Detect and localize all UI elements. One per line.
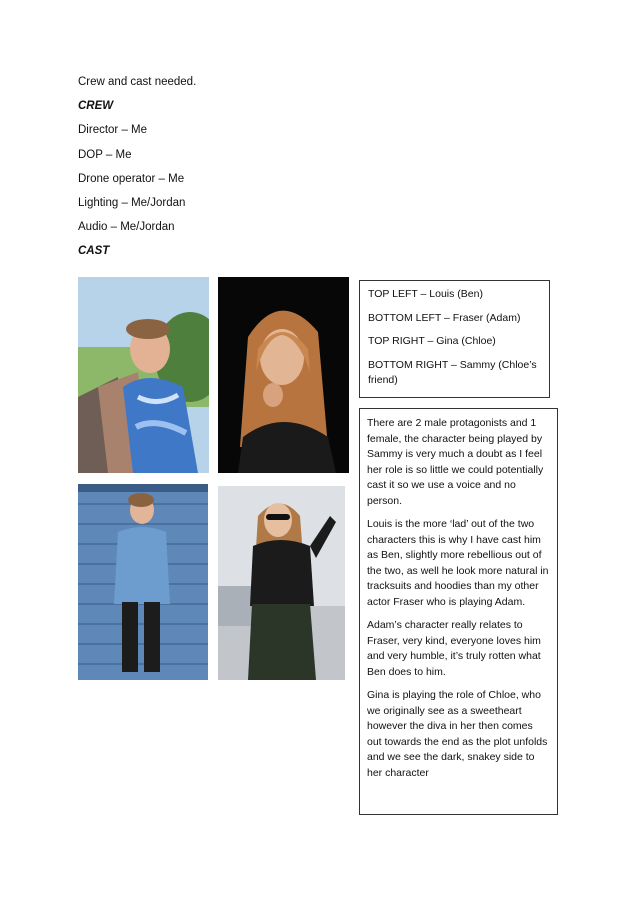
cast-list-item-bottom-left: BOTTOM LEFT – Fraser (Adam) — [368, 311, 521, 324]
photo-sammy — [218, 486, 345, 680]
crew-heading: CREW — [78, 100, 114, 112]
crew-item-director: Director – Me — [78, 124, 148, 136]
photo-gina — [218, 277, 349, 473]
notes-paragraph-adam: Adam’s character really relates to Fraser, very kind, everyone loves him and very humble, it’s truly rotten what Ben does to him. — [367, 619, 541, 678]
crew-item-audio: Audio – Me/Jordan — [78, 221, 175, 233]
crew-item-dop: DOP – Me — [78, 149, 132, 161]
notes-paragraph-protagonists: There are 2 male protagonists and 1 female, the character being played by Sammy is very much a doubt as I feel her role is so little we could potentially cast it so we use a voice and no person. — [367, 417, 544, 507]
cast-heading: CAST — [78, 245, 110, 257]
photo-louis — [78, 277, 209, 473]
cast-list-item-top-left: TOP LEFT – Louis (Ben) — [368, 288, 483, 300]
notes-paragraph-louis: Louis is the more ‘lad’ out of the two characters this is why I have cast him as Ben, slightly more rebellious out of the two, as well he look more natural in tracksuits and hoodies than my other actor Fraser who is playing Adam. — [367, 518, 549, 608]
photo-fraser — [78, 484, 208, 680]
crew-item-lighting: Lighting – Me/Jordan — [78, 197, 186, 209]
notes-paragraph-gina: Gina is playing the role of Chloe, who we originally see as a sweetheart however the diva in her then comes out towards the end as the plot unfolds and we see the dark, snakey side to her character — [367, 689, 548, 779]
cast-list-box — [359, 280, 550, 398]
cast-list-item-bottom-right: BOTTOM RIGHT – Sammy (Chloe’s friend) — [368, 358, 537, 386]
cast-notes-box — [359, 408, 558, 815]
crew-item-drone: Drone operator – Me — [78, 173, 185, 185]
cast-list-item-top-right: TOP RIGHT – Gina (Chloe) — [368, 335, 496, 347]
intro-text: Crew and cast needed. — [78, 76, 197, 88]
